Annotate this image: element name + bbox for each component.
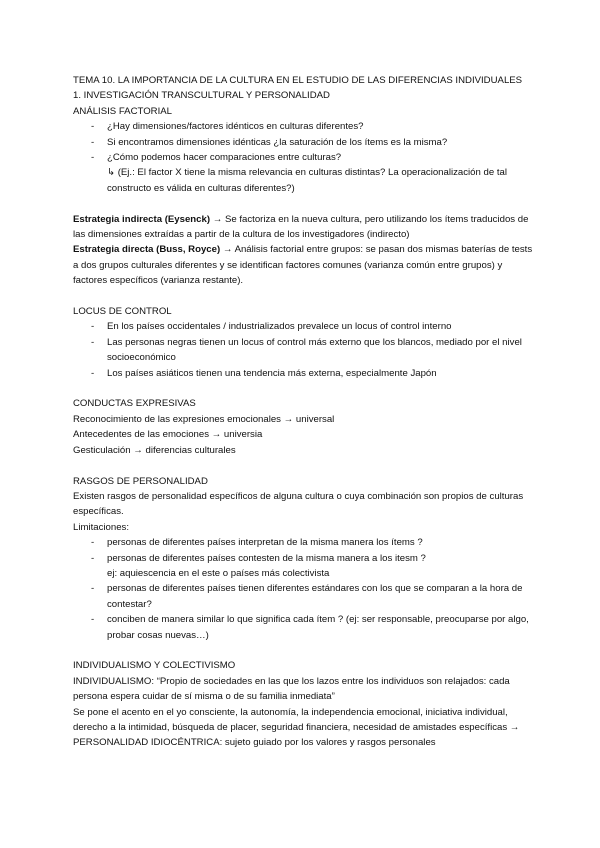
individualismo-body: Se pone el acento en el yo consciente, la autonomía, la independencia emocional, iniciativa individual, derecho a la intimidad, búsqueda de placer, seguridad financiera, necesidad de amistades específicas → PERSONALIDAD IDIOCÉNTRICA: sujeto guiado por los valores y rasgos personales [73,706,520,749]
list-item: - Si encontramos dimensiones idénticas ¿la saturación de los ítems es la misma? [91,136,448,148]
conductas-line: Gesticulación → diferencias culturales [73,444,236,456]
section-heading: 1. INVESTIGACIÓN TRANSCULTURAL Y PERSONALIDAD [73,90,330,102]
list-item: - personas de diferentes países tienen diferentes estándares con los que se comparan a la hora de contestar? [91,583,523,610]
sub-note: ↳ (Ej.: El factor X tiene la misma relevancia en culturas distintas? La operacionalización de tal constructo es válida en culturas diferentes?) [107,167,507,194]
list-item: - personas de diferentes países interpretan de la misma manera los ítems ? [91,537,423,549]
locus-list [73,319,533,381]
rasgos-list [73,535,533,643]
conductas-line: Reconocimiento de las expresiones emocionales → universal [73,413,335,425]
individualismo-definition: INDIVIDUALISMO: “Propio de sociedades en las que los lazos entre los individuos son relajados: cada persona espera cuidar de sí misma o de su familia inmediata” [73,675,510,703]
limitaciones-label: Limitaciones: [73,521,129,533]
rasgos-intro: Existen rasgos de personalidad específicos de alguna cultura o cuya combinación son propios de culturas específicas. [73,490,524,518]
list-item: - Las personas negras tienen un locus of control más externo que los blancos, mediado por el nivel socioeconómico [91,336,522,364]
rasgos-heading: RASGOS DE PERSONALIDAD [73,475,208,487]
conductas-line: Antecedentes de las emociones → universia [73,429,263,441]
analisis-list [73,119,533,196]
analisis-heading: ANÁLISIS FACTORIAL [73,105,172,117]
list-item: - En los países occidentales / industrializados prevalece un locus of control interno [91,321,452,333]
list-item: - conciben de manera similar lo que significa cada ítem ? (ej: ser responsable, preocuparse por algo, probar cosas nuevas…) [91,614,529,641]
sub-note: ej: aquiescencia en el este o países más colectivista [107,567,330,579]
list-item: - ¿Cómo podemos hacer comparaciones entre culturas? ↳ (Ej.: El factor X tiene la misma relevancia en culturas distintas? La operacionalización de tal constructo es válida en culturas diferentes?) [73,150,533,196]
estrategia-indirecta: Estrategia indirecta (Eysenck) → Se factoriza en la nueva cultura, pero utilizando los ítems traducidos de las dimensiones extraídas a partir de la cultura de los investigadores (indirecto) [73,213,529,241]
conductas-heading: CONDUCTAS EXPRESIVAS [73,398,196,410]
document-content [73,73,533,751]
document-title: TEMA 10. LA IMPORTANCIA DE LA CULTURA EN EL ESTUDIO DE LAS DIFERENCIAS INDIVIDUALES [73,75,523,86]
locus-heading: LOCUS DE CONTROL [73,306,172,318]
list-item: - personas de diferentes países contesten de la misma manera a los itesm ? ej: aquiescencia en el este o países más colectivista [73,551,533,582]
estrategia-indirecta-label: Estrategia indirecta (Eysenck) [73,213,211,225]
list-item: - ¿Hay dimensiones/factores idénticos en culturas diferentes? [91,121,364,133]
estrategia-directa: Estrategia directa (Buss, Royce) → Análisis factorial entre grupos: se pasan dos mismas baterías de tests a dos grupos culturales diferentes y se identifican factores comunes (varianza común entre grupos) y factores específicos (varianza restante). [73,244,533,287]
individualismo-heading: INDIVIDUALISMO Y COLECTIVISMO [73,660,236,672]
estrategia-directa-label: Estrategia directa (Buss, Royce) [73,244,221,256]
list-item: - Los países asiáticos tienen una tendencia más externa, especialmente Japón [91,367,437,379]
